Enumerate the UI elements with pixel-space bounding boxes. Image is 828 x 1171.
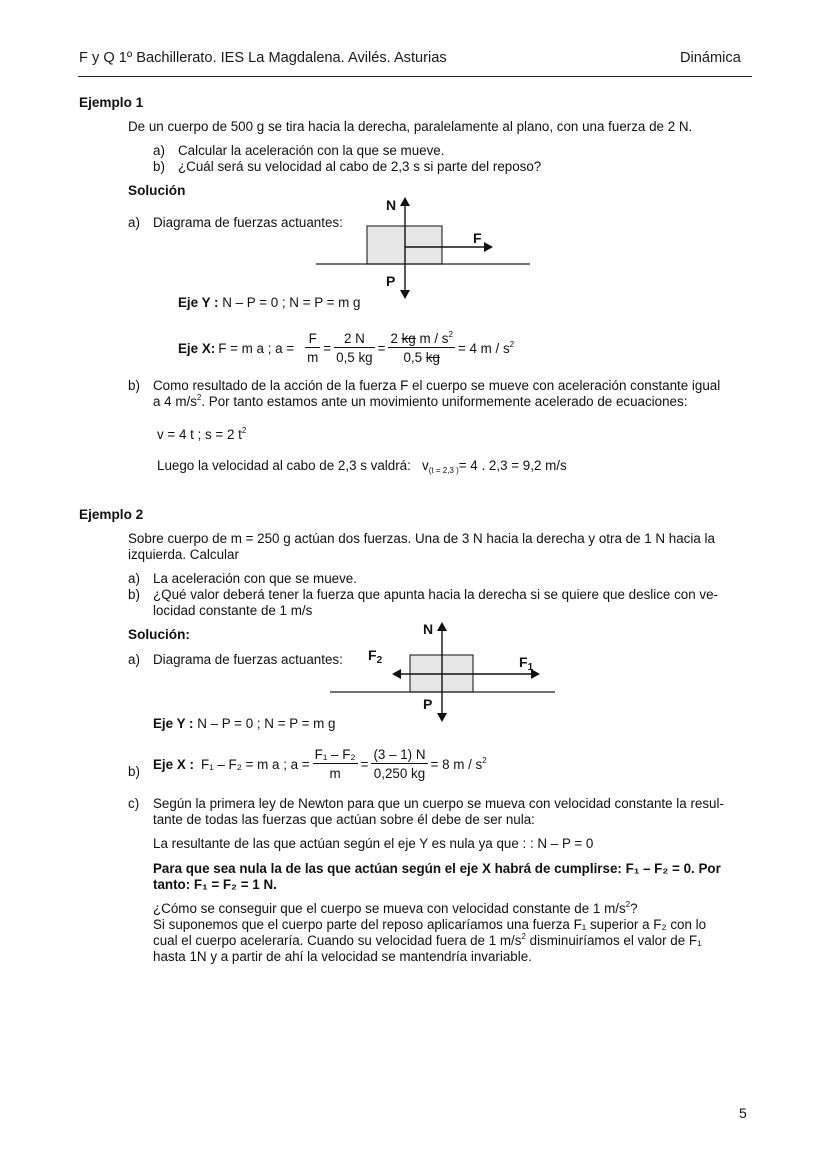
ejemplo1-motion-equations: v = 4 t ; s = 2 $t^2$ — [157, 426, 247, 442]
ejemplo2-question-b-cont: locidad constante de 1 m/s — [153, 603, 313, 618]
ejemplo2-a-label: a) — [128, 652, 140, 667]
page-number: 5 — [739, 1105, 747, 1121]
ejemplo1-question-b-label: b) — [153, 159, 165, 174]
ejemplo2-solution-title: Solución: — [128, 627, 190, 642]
ejemplo1-eje-y — [178, 295, 361, 310]
normal-force-label: N — [386, 197, 397, 213]
ejemplo2-a-text: Diagrama de fuerzas actuantes: — [153, 652, 343, 667]
normal-force-label-2: N — [423, 621, 434, 637]
ejemplo2-question-line3: cual el cuerpo aceleraría. Cuando su velocidad fuera de 1 $m/s^2$ disminuiríamos el valor de F₁ — [153, 932, 702, 948]
ejemplo2-statement-line1: Sobre cuerpo de m = 250 g actúan dos fuerzas. Una de 3 N hacia la derecha y otra de 1 N hacia la — [128, 531, 715, 546]
ejemplo2-question-line2: Si suponemos que el cuerpo parte del reposo aplicaríamos una fuerza F₁ superior a F₂ con lo — [153, 917, 707, 932]
ejemplo1-question-b: ¿Cuál será su velocidad al cabo de 2,3 s si parte del reposo? — [178, 159, 542, 174]
ejemplo2-b-label: b) — [128, 764, 140, 779]
ejemplo1-b-label: b) — [128, 378, 140, 393]
ejemplo2-title: Ejemplo 2 — [79, 507, 144, 522]
fraction-units-cancel: $\frac{2 kg m / s^2}{0,5 kg}$ — [390, 330, 453, 365]
ejemplo1-question-a-label: a) — [153, 143, 165, 158]
weight-label: P — [386, 273, 396, 289]
header-section: Dinámica — [680, 50, 741, 66]
ejemplo1-a-label: a) — [128, 215, 140, 230]
eje-x-equation: F = m a ; a = — [218, 340, 295, 356]
ejemplo1-statement: De un cuerpo de 500 g se tira hacia la derecha, paralelamente al plano, con una fuerza de 2 N. — [128, 119, 693, 134]
fraction-f1-minus-f2-over-m: $\frac{\text{F₁ – F₂}}{m}$ — [314, 747, 356, 781]
force-diagram-2 — [0, 600, 828, 730]
fraction-2n-over-kg: $\frac{2 N}{0,5 kg}$ — [336, 331, 373, 365]
ejemplo1-title: Ejemplo 1 — [79, 95, 144, 110]
eje-x-label: Eje X: — [178, 340, 216, 356]
ejemplo2-c-y-result: La resultante de las que actúan según el eje Y es nula ya que : : N – P = 0 — [153, 836, 594, 851]
force-diagram-1 — [0, 0, 828, 320]
ejemplo1-b-line1: Como resultado de la acción de la fuerza F el cuerpo se mueve con aceleración constante igual — [153, 378, 721, 393]
ejemplo2-eje-x: Eje X : F₁ – F₂ = m a ; a = $\frac{\text{F₁ – F₂}}{m}$ = $\frac{(3 - 1) N}{0,250 kg}$ = 8 m / $s^2$ — [153, 747, 487, 781]
ejemplo2-c-bold-line2: tanto: F₁ = F₂ = 1 N. — [153, 877, 277, 892]
ejemplo1-a-text: Diagrama de fuerzas actuantes: — [153, 215, 343, 230]
force-f2-label: $F_2$ — [368, 647, 383, 666]
ejemplo2-c-bold-line1: Para que sea nula la de las que actúan según el eje X habrá de cumplirse: F₁ – F₂ = 0. Por — [153, 861, 721, 876]
weight-label-2: P — [423, 696, 433, 712]
ejemplo2-c-line2: tante de todas las fuerzas que actúan sobre él debe de ser nula: — [153, 812, 535, 827]
fraction-f-over-m: $\frac{F}{m}$ — [307, 331, 319, 365]
ejemplo2-question-line4: hasta 1N y a partir de ahí la velocidad se mantendría invariable. — [153, 949, 532, 964]
eje-x-result-2: = 8 m / $s^2$ — [430, 755, 487, 772]
eje-y-label: Eje Y : — [178, 295, 219, 310]
header-title: F y Q 1º Bachillerato. IES La Magdalena. Avilés. Asturias — [79, 50, 447, 66]
applied-force-label: F — [473, 230, 482, 246]
ejemplo2-c-label: c) — [128, 796, 140, 811]
force-f1-label: $F_1$ — [519, 654, 534, 673]
ejemplo1-question-a: Calcular la aceleración con la que se mueve. — [178, 143, 445, 158]
ejemplo2-eje-y: Eje Y : N – P = 0 ; N = P = m g — [153, 716, 336, 731]
eje-y-equation: N – P = 0 ; N = P = m g — [222, 295, 361, 310]
ejemplo2-question-b: ¿Qué valor deberá tener la fuerza que apunta hacia la derecha si se quiere que deslice con ve- — [153, 587, 718, 602]
ejemplo1-eje-x: Eje X: F = m a ; a = $\frac{F}{m}$ = $\frac{2 N}{0,5 kg}$ = $\frac{2 kg m / s^2}{0,5 kg}$ = 4 m / $s^2$ — [178, 330, 515, 365]
ejemplo2-question-a-label: a) — [128, 571, 140, 586]
ejemplo1-solution-title: Solución — [128, 183, 186, 198]
ejemplo2-question-a: La aceleración con que se mueve. — [153, 571, 357, 586]
fraction-values: $\frac{(3 - 1) N}{0,250 kg}$ — [373, 747, 426, 781]
ejemplo2-question-line1: ¿Cómo se conseguir que el cuerpo se mueva con velocidad constante de 1 $m/s^2$? — [153, 900, 638, 916]
ejemplo2-c-line1: Según la primera ley de Newton para que un cuerpo se mueva con velocidad constante la resul- — [153, 796, 724, 811]
eje-x-result: = 4 m / $s^2$ — [457, 339, 515, 356]
ejemplo1-b-line2: a 4 $m/s^2$. Por tanto estamos ante un movimiento uniformemente acelerado de ecuaciones: — [153, 393, 688, 409]
ejemplo2-statement-line2: izquierda. Calcular — [128, 547, 239, 562]
ejemplo2-question-b-label: b) — [128, 587, 140, 602]
ejemplo1-velocity: Luego la velocidad al cabo de 2,3 s valdrá: $v_{(t = 2,3 )}= 4$ . 2,3 = 9,2 m/s — [157, 458, 567, 475]
